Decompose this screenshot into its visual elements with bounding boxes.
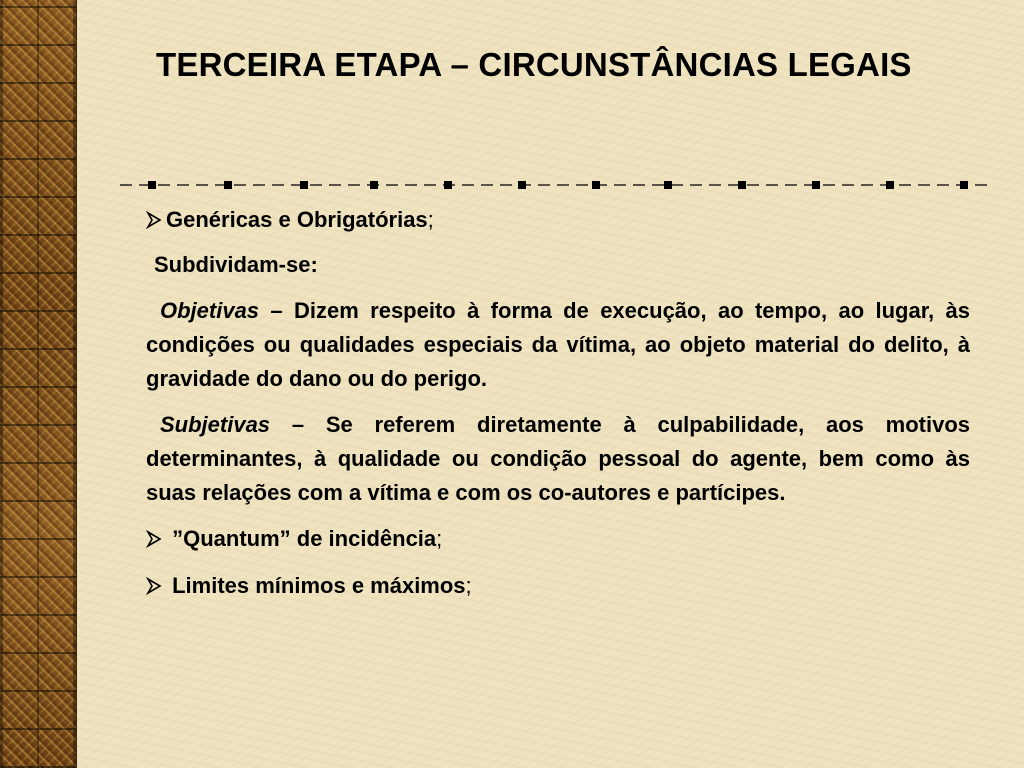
genericas-label: Genéricas e Obrigatórias: [166, 207, 428, 232]
objetivas-paragraph: [146, 294, 970, 396]
slide-body: [146, 203, 970, 603]
objetivas-text: – Dizem respeito à forma de execução, ao tempo, ao lugar, às condições ou qualidades especiais da vítima, ao objeto material do delito, à gravidade do dano ou do perigo.: [146, 298, 970, 391]
subjetivas-paragraph: [146, 408, 970, 510]
subjetivas-text: – Se referem diretamente à culpabilidade, aos motivos determinantes, à qualidade ou condição pessoal do agente, bem como às suas relações com a vítima e com os co-autores e partícipes.: [146, 412, 970, 505]
dashed-divider: [120, 179, 990, 191]
decorative-side-strip: [0, 0, 77, 768]
limites-punct: ;: [465, 573, 472, 598]
limites-label: Limites mínimos e máximos: [166, 573, 466, 598]
subdividam-text: Subdividam-se:: [154, 252, 318, 277]
arrow-bullet-icon: [146, 211, 162, 229]
objetivas-term: Objetivas: [160, 298, 260, 323]
quantum-punct: ;: [436, 526, 443, 551]
list-item-genericas: [146, 203, 970, 237]
slide-title: TERCEIRA ETAPA – CIRCUNSTÂNCIAS LEGAIS: [156, 46, 912, 83]
arrow-bullet-icon: [146, 577, 162, 595]
list-item-quantum: [146, 522, 970, 556]
genericas-punct: ;: [427, 207, 434, 232]
subjetivas-term: Subjetivas: [160, 412, 271, 437]
quantum-label: ”Quantum” de incidência: [166, 526, 437, 551]
arrow-bullet-icon: [146, 530, 162, 548]
list-item-limites: [146, 569, 970, 603]
